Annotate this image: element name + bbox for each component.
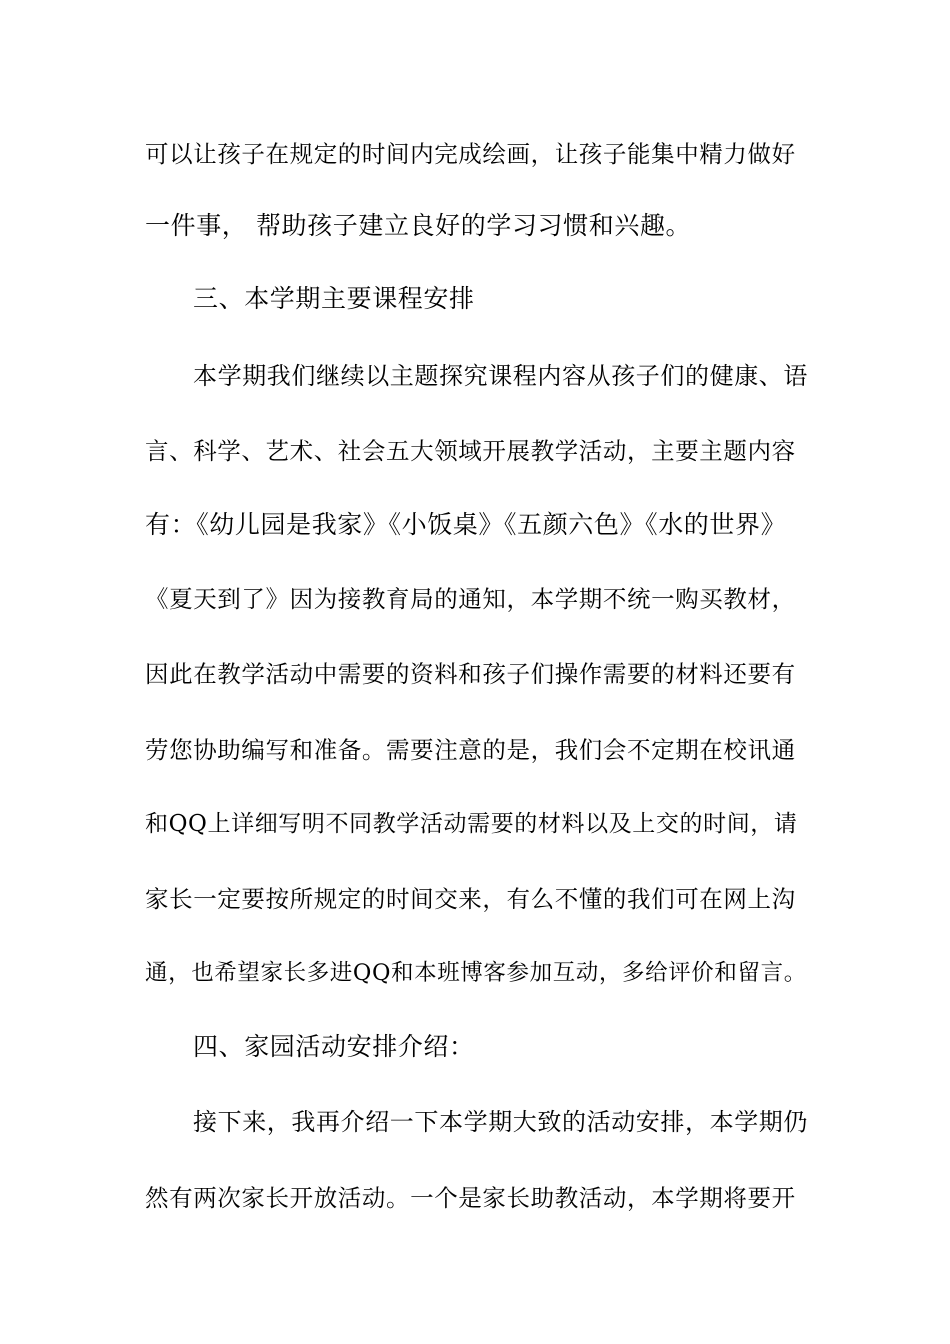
text-line-11: 家长一定要按所规定的时间交来，有么不懂的我们可在网上沟 [145, 885, 796, 913]
text-line-4: 本学期我们继续以主题探究课程内容从孩子们的健康、语 [193, 362, 808, 390]
text-line-2: 一件事， 帮助孩子建立良好的学习习惯和兴趣。 [145, 211, 692, 240]
text-line-15: 然有两次家长开放活动。一个是家长助教活动，本学期将要开 [145, 1184, 796, 1212]
text-line-9: 劳您协助编写和准备。需要注意的是，我们会不定期在校讯通 [145, 736, 796, 764]
text-line-12: 通，也希望家长多进QQ和本班博客参加互动，多给评价和留言。 [145, 960, 807, 986]
section-heading-4: 四、家园活动安排介绍： [193, 1032, 475, 1061]
text-line-6: 有：《幼儿园是我家》《小饭桌》《五颜六色》《水的世界》 [145, 510, 787, 539]
text-line-8: 因此在教学活动中需要的资料和孩子们操作需要的材料还要有 [145, 660, 796, 688]
text-line-7: 《夏天到了》因为接教育局的通知，本学期不统一购买教材， [145, 585, 796, 613]
text-line-14: 接下来，我再介绍一下本学期大致的活动安排，本学期仍 [193, 1108, 808, 1136]
text-line-1: 可以让孩子在规定的时间内完成绘画，让孩子能集中精力做好 [145, 140, 796, 168]
section-heading-3: 三、本学期主要课程安排 [193, 284, 475, 313]
text-line-10: 和QQ上详细写明不同教学活动需要的材料以及上交的时间，请 [145, 811, 798, 837]
text-line-5: 言、科学、艺术、社会五大领域开展教学活动，主要主题内容 [145, 437, 796, 465]
